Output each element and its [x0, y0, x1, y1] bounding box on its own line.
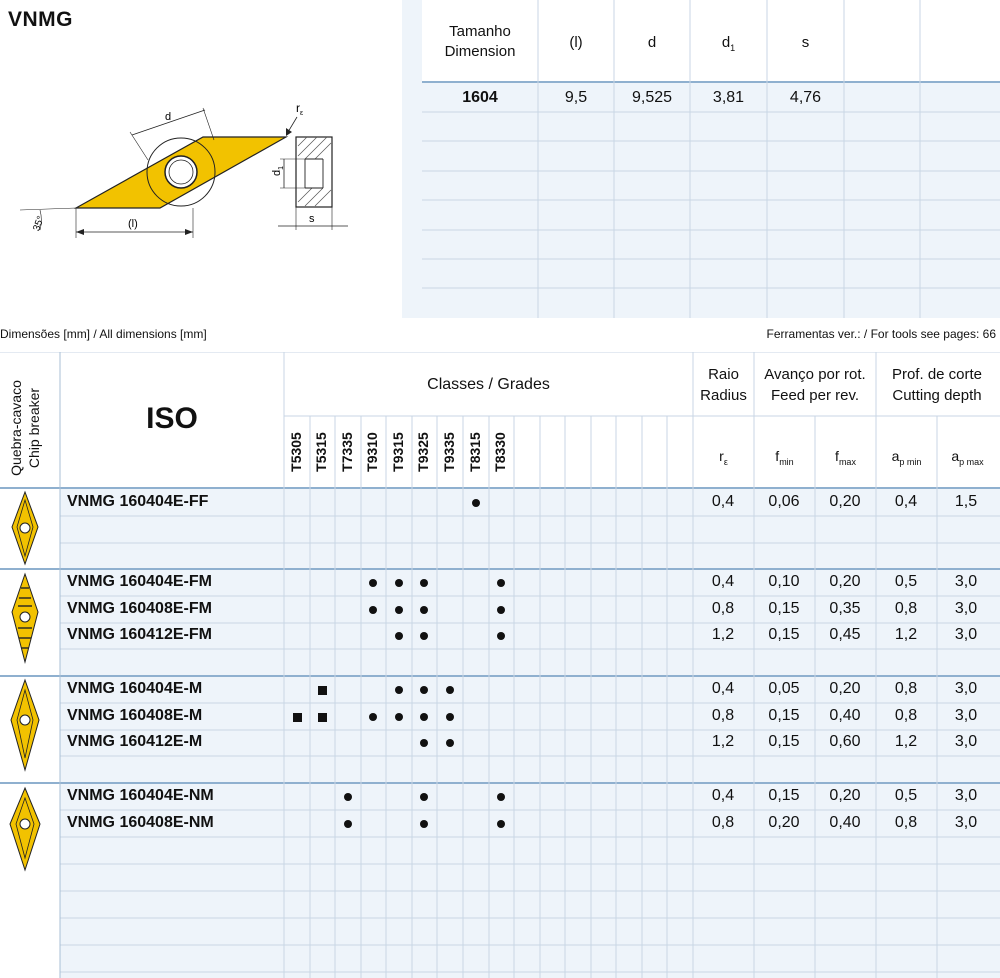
cell-re: 0,8	[711, 814, 735, 831]
cell-re: 1,2	[711, 733, 735, 750]
label-l: (l)	[128, 218, 138, 230]
grade-mark-dot-t9315	[395, 686, 403, 694]
grade-mark-square-t5315	[318, 686, 327, 695]
cell-fmin: 0,15	[768, 707, 800, 724]
grade-mark-dot-t9310	[369, 579, 377, 587]
header-chip-breaker: Quebra-cavaco Chip breaker	[8, 380, 42, 476]
cell-re: 1,2	[711, 626, 735, 643]
cell-apmin: 0,8	[894, 814, 918, 831]
cell-fmin: 0,20	[768, 814, 800, 831]
cell-fmin: 0,06	[768, 493, 800, 510]
dimension-table	[402, 0, 1000, 318]
header-apmax: $a_{p max}$	[951, 448, 984, 467]
header-radius: Raio Radius	[700, 366, 747, 404]
header-fmax: $f_{max}$	[835, 448, 856, 467]
grade-mark-square-t5315	[318, 713, 327, 722]
grade-header-t8315: T8315	[467, 432, 483, 472]
cell-apmax: 3,0	[954, 626, 978, 643]
insert-hole	[165, 156, 197, 188]
cell-fmin: 0,15	[768, 733, 800, 750]
cell-apmax: 3,0	[954, 600, 978, 617]
cell-apmin: 0,4	[894, 493, 918, 510]
iso-code: VNMG 160408E-M	[67, 707, 203, 724]
grade-mark-dot-t8315	[472, 499, 480, 507]
cell-d1: 3,81	[712, 89, 745, 106]
grades-table	[0, 352, 1000, 978]
caption-tools: Ferramentas ver.: / For tools see pages: 66	[766, 327, 996, 341]
cell-apmax: 3,0	[954, 707, 978, 724]
cell-size: 1604	[462, 89, 498, 106]
cell-apmax: 3,0	[954, 814, 978, 831]
caption-dimensions: Dimensões [mm] / All dimensions [mm]	[0, 327, 207, 341]
cell-fmax: 0,60	[829, 733, 861, 750]
cell-fmax: 0,45	[829, 626, 861, 643]
grade-mark-dot-t8330	[497, 632, 505, 640]
cell-apmin: 0,8	[894, 680, 918, 697]
grade-mark-dot-t9325	[420, 713, 428, 721]
cell-re: 0,8	[711, 600, 735, 617]
grade-mark-dot-t8330	[497, 606, 505, 614]
cell-fmin: 0,15	[768, 787, 800, 804]
grade-mark-dot-t9325	[420, 739, 428, 747]
iso-code: VNMG 160412E-FM	[67, 626, 212, 643]
grade-mark-dot-t8330	[497, 820, 505, 828]
cell-l: 9,5	[564, 89, 588, 106]
cell-re: 0,4	[711, 680, 735, 697]
cell-re: 0,8	[711, 707, 735, 724]
cell-re: 0,4	[711, 573, 735, 590]
grade-mark-dot-t9315	[395, 579, 403, 587]
grade-mark-dot-t9315	[395, 632, 403, 640]
cell-apmin: 0,5	[894, 787, 918, 804]
grade-mark-dot-t9325	[420, 686, 428, 694]
grade-header-t9310: T9310	[364, 432, 380, 472]
cell-fmax: 0,40	[829, 707, 861, 724]
grade-mark-dot-t9310	[369, 713, 377, 721]
header-iso: ISO	[146, 402, 198, 435]
cell-fmin: 0,15	[768, 626, 800, 643]
grade-mark-dot-t7335	[344, 793, 352, 801]
iso-code: VNMG 160404E-FF	[67, 493, 209, 510]
cell-apmax: 3,0	[954, 573, 978, 590]
grade-mark-dot-t8330	[497, 793, 505, 801]
cell-apmin: 0,5	[894, 573, 918, 590]
header-feed: Avanço por rot. Feed per rev.	[764, 366, 866, 404]
label-s: s	[309, 213, 315, 225]
grade-mark-dot-t9315	[395, 606, 403, 614]
cell-apmin: 0,8	[894, 707, 918, 724]
grade-header-t8330: T8330	[492, 432, 508, 472]
iso-code: VNMG 160404E-M	[67, 680, 203, 697]
label-d: d	[165, 111, 172, 123]
cell-fmax: 0,20	[829, 787, 861, 804]
cell-d: 9,525	[631, 89, 673, 106]
grade-mark-dot-t9315	[395, 713, 403, 721]
header-l: (l)	[569, 34, 583, 51]
cell-re: 0,4	[711, 787, 735, 804]
grade-header-t7335: T7335	[339, 432, 355, 472]
iso-code: VNMG 160408E-NM	[67, 814, 214, 831]
grade-mark-dot-t7335	[344, 820, 352, 828]
header-d1: $d_1$	[721, 34, 736, 53]
iso-code: VNMG 160404E-NM	[67, 787, 214, 804]
insert-drawing-panel	[0, 0, 402, 318]
grade-header-t5315: T5315	[313, 432, 329, 472]
grade-mark-dot-t9325	[420, 820, 428, 828]
cell-apmax: 3,0	[954, 733, 978, 750]
iso-code: VNMG 160412E-M	[67, 733, 203, 750]
grade-mark-dot-t9325	[420, 579, 428, 587]
header-re: $r_\varepsilon$	[719, 448, 728, 467]
header-grades: Classes / Grades	[427, 376, 550, 393]
header-d: d	[647, 34, 657, 51]
cell-fmax: 0,20	[829, 493, 861, 510]
header-depth: Prof. de corte Cutting depth	[891, 366, 983, 404]
grade-mark-dot-t9335	[446, 713, 454, 721]
header-apmin: $a_{p min}$	[891, 448, 922, 467]
insert-diagram	[0, 80, 402, 250]
iso-code: VNMG 160404E-FM	[67, 573, 212, 590]
cell-fmax: 0,20	[829, 573, 861, 590]
label-angle: 35°	[31, 214, 47, 233]
grade-mark-dot-t9335	[446, 686, 454, 694]
grade-header-t9325: T9325	[415, 432, 431, 472]
grade-mark-dot-t9325	[420, 632, 428, 640]
cell-apmax: 3,0	[954, 787, 978, 804]
header-s: s	[801, 34, 810, 51]
grade-mark-dot-t9335	[446, 739, 454, 747]
header-size: Tamanho Dimension	[444, 23, 516, 60]
cell-fmax: 0,35	[829, 600, 861, 617]
grade-mark-square-t5305	[293, 713, 302, 722]
cell-apmax: 1,5	[954, 493, 978, 510]
grade-mark-dot-t8330	[497, 579, 505, 587]
grade-header-t9335: T9335	[441, 432, 457, 472]
cell-apmin: 1,2	[894, 626, 918, 643]
header-fmin: $f_{min}$	[775, 448, 794, 467]
grade-mark-dot-t9325	[420, 793, 428, 801]
cell-apmin: 1,2	[894, 733, 918, 750]
cell-apmax: 3,0	[954, 680, 978, 697]
cell-fmin: 0,15	[768, 600, 800, 617]
cell-fmin: 0,10	[768, 573, 800, 590]
page-title: VNMG	[8, 8, 73, 31]
grade-mark-dot-t9310	[369, 606, 377, 614]
grade-header-t9315: T9315	[390, 432, 406, 472]
iso-code: VNMG 160408E-FM	[67, 600, 212, 617]
label-re: $r_\varepsilon$	[296, 101, 304, 117]
grade-mark-dot-t9325	[420, 606, 428, 614]
cell-s: 4,76	[789, 89, 822, 106]
cell-fmax: 0,40	[829, 814, 861, 831]
cell-re: 0,4	[711, 493, 735, 510]
cell-fmin: 0,05	[768, 680, 800, 697]
cell-fmax: 0,20	[829, 680, 861, 697]
cell-apmin: 0,8	[894, 600, 918, 617]
grade-header-t5305: T5305	[288, 432, 304, 472]
label-d1: $d_1$	[271, 165, 285, 176]
